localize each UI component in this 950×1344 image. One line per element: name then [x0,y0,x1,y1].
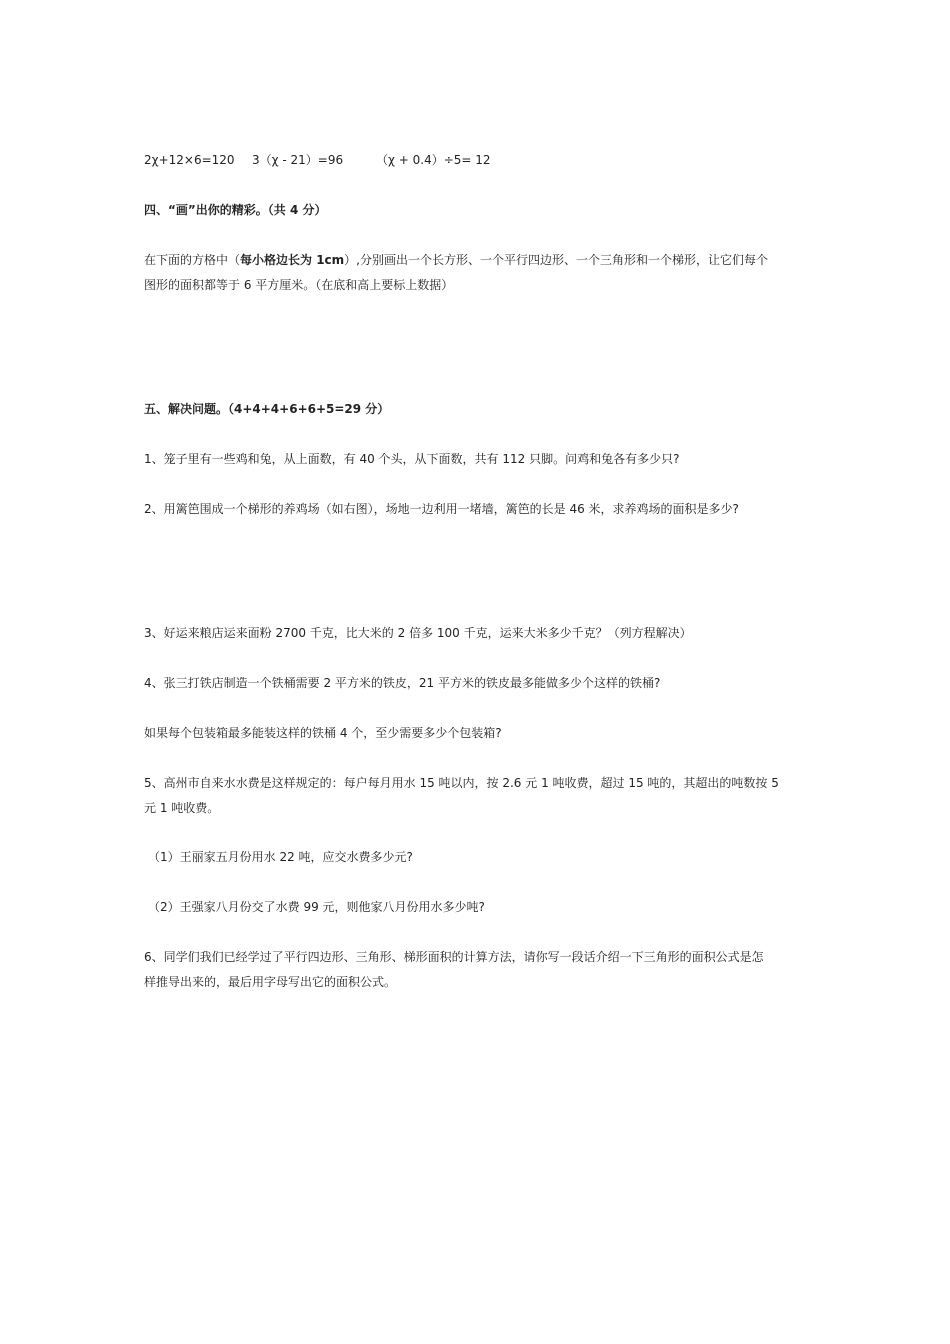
question-5-sub1: （1）王丽家五月份用水 22 吨，应交水费多少元? [148,850,413,864]
question-1: 1、笼子里有一些鸡和兔，从上面数，有 40 个头，从下面数，共有 112 只脚。问鸡和兔各有多少只? [144,452,680,466]
question-4: 4、张三打铁店制造一个铁桶需要 2 平方米的铁皮，21 平方米的铁皮最多能做多少个这样的铁桶? [144,676,661,690]
section-5-heading: 五、解决问题。（4+4+4+6+6+5=29 分） [144,402,390,416]
question-5-line2: 元 1 吨收费。 [144,801,220,815]
question-6-line1: 6、同学们我们已经学过了平行四边形、三角形、梯形面积的计算方法，请你写一段话介绍一下三角形的面积公式是怎 [144,950,764,964]
instruction-text-bold: 每小格边长为 1cm [240,253,345,267]
question-6-line2: 样推导出来的，最后用字母写出它的面积公式。 [144,975,397,989]
equation-3: （χ + 0.4）÷5= 12 [376,153,491,167]
question-5-sub2: （2）王强家八月份交了水费 99 元，则他家八月份用水多少吨? [148,900,485,914]
question-3: 3、好运来粮店运来面粉 2700 千克，比大米的 2 倍多 100 千克，运来大米多少千克？（列方程解决） [144,626,692,640]
instruction-text-after: ）,分别画出一个长方形、一个平行四边形、一个三角形和一个梯形，让它们每个 [344,253,768,267]
equation-1: 2χ+12×6=120 [144,153,235,167]
section-4-instruction-line2: 图形的面积都等于 6 平方厘米。（在底和高上要标上数据） [144,278,454,292]
question-2: 2、用篱笆围成一个梯形的养鸡场（如右图），场地一边利用一堵墙，篱笆的长是 46 米，求养鸡场的面积是多少? [144,502,739,516]
equation-2: 3（χ - 21）=96 [252,153,344,167]
section-4-instruction-line1 [144,248,808,273]
instruction-text-before: 在下面的方格中（ [144,253,241,267]
section-4-heading: 四、“画”出你的精彩。（共 4 分） [144,203,327,217]
question-5-line1: 5、高州市自来水水费是这样规定的：每户每月用水 15 吨以内，按 2.6 元 1 吨收费，超过 15 吨的，其超出的吨数按 5 [144,776,779,790]
question-4-followup: 如果每个包装箱最多能装这样的铁桶 4 个，至少需要多少个包装箱? [144,726,502,740]
